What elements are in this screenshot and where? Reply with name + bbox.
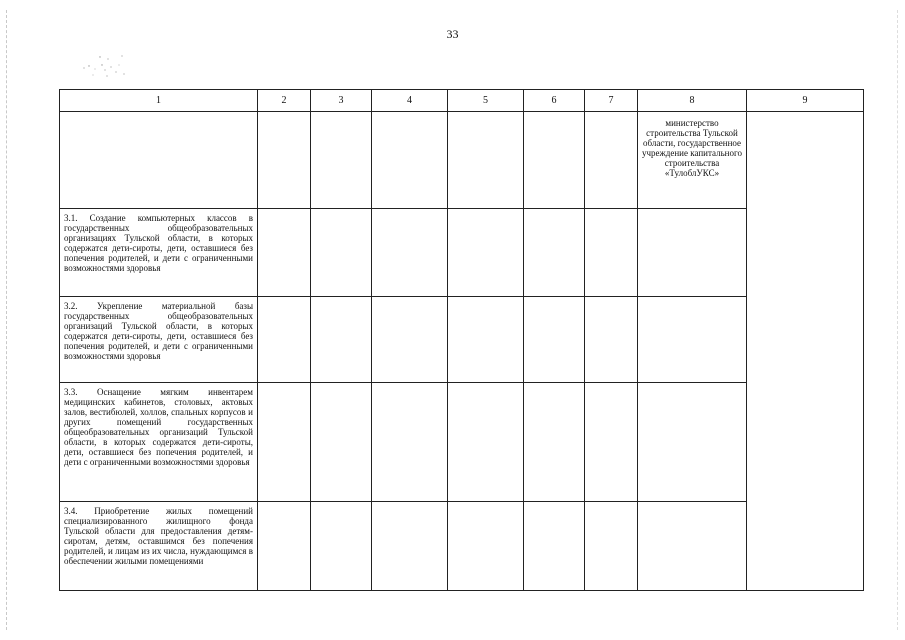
table-cell	[448, 297, 524, 383]
table-cell	[448, 112, 524, 209]
table-row	[60, 209, 864, 297]
table-cell	[585, 502, 638, 591]
table-cell	[585, 209, 638, 297]
column-number: 8	[638, 90, 747, 112]
table-cell	[258, 502, 311, 591]
table-cell	[638, 209, 747, 297]
column-number: 4	[372, 90, 448, 112]
right-scan-edge	[897, 10, 899, 630]
table-cell	[448, 209, 524, 297]
column-number: 2	[258, 90, 311, 112]
table-cell	[747, 112, 864, 591]
activity-description: 3.1. Создание компьютерных классов в государственных общеобразовательных организациях Тульской области, в которых содержатся дети-сироты, дети, оставшиеся без попечения родителей, и дети с ограниченными возможностями здоровья	[60, 209, 258, 297]
activity-description: 3.4. Приобретение жилых помещений специализированного жилищного фонда Тульской области для предоставления детям-сиротам, детям, оставшимся без попечения родителей, и лицам из их числа, нуждающимся в обеспечении жилыми помещениями	[60, 502, 258, 591]
table-cell	[524, 297, 585, 383]
table-row	[60, 297, 864, 383]
table-cell	[448, 383, 524, 502]
table-cell	[585, 383, 638, 502]
column-number: 6	[524, 90, 585, 112]
table-cell	[311, 112, 372, 209]
scan-noise-mark	[78, 54, 130, 80]
page-number: 33	[446, 27, 459, 41]
table-cell	[585, 112, 638, 209]
column-number: 1	[60, 90, 258, 112]
table-cell	[524, 209, 585, 297]
table-cell	[258, 112, 311, 209]
table-cell	[372, 383, 448, 502]
executor-cell: министерство строительства Тульской области, государственное учреждение капитального строительства «ТулоблУКС»	[638, 112, 747, 209]
table-cell	[60, 112, 258, 209]
table-cell	[524, 112, 585, 209]
table-row	[60, 502, 864, 591]
table-cell	[372, 112, 448, 209]
column-number-row	[60, 90, 864, 112]
table-row	[60, 112, 864, 209]
table-cell	[638, 383, 747, 502]
left-scan-edge	[6, 10, 8, 630]
table-cell	[638, 297, 747, 383]
table-cell	[524, 383, 585, 502]
table-cell	[311, 502, 372, 591]
table-cell	[258, 297, 311, 383]
table-cell	[638, 502, 747, 591]
activity-description: 3.2. Укрепление материальной базы государственных общеобразовательных организаций Тульской области, в которых содержатся дети-сироты, дети, оставшиеся без попечения родителей, и дети с ограниченными возможностями здоровья	[60, 297, 258, 383]
activity-description: 3.3. Оснащение мягким инвентарем медицинских кабинетов, столовых, актовых залов, вестибюлей, холлов, спальных корпусов и других помещений государственных общеобразовательных организаций Тульской области, в которых содержатся дети-сироты, дети, оставшиеся без попечения родителей, и дети с ограниченными возможностями здоровья	[60, 383, 258, 502]
column-number: 5	[448, 90, 524, 112]
table-cell	[372, 209, 448, 297]
table-cell	[311, 383, 372, 502]
column-number: 9	[747, 90, 864, 112]
table-cell	[524, 502, 585, 591]
table-cell	[372, 502, 448, 591]
table-cell	[585, 297, 638, 383]
table-cell	[258, 383, 311, 502]
column-number: 3	[311, 90, 372, 112]
table-cell	[311, 297, 372, 383]
program-table	[59, 89, 864, 591]
table-row	[60, 383, 864, 502]
table-cell	[448, 502, 524, 591]
table-cell	[258, 209, 311, 297]
table-cell	[311, 209, 372, 297]
column-number: 7	[585, 90, 638, 112]
table-cell	[372, 297, 448, 383]
